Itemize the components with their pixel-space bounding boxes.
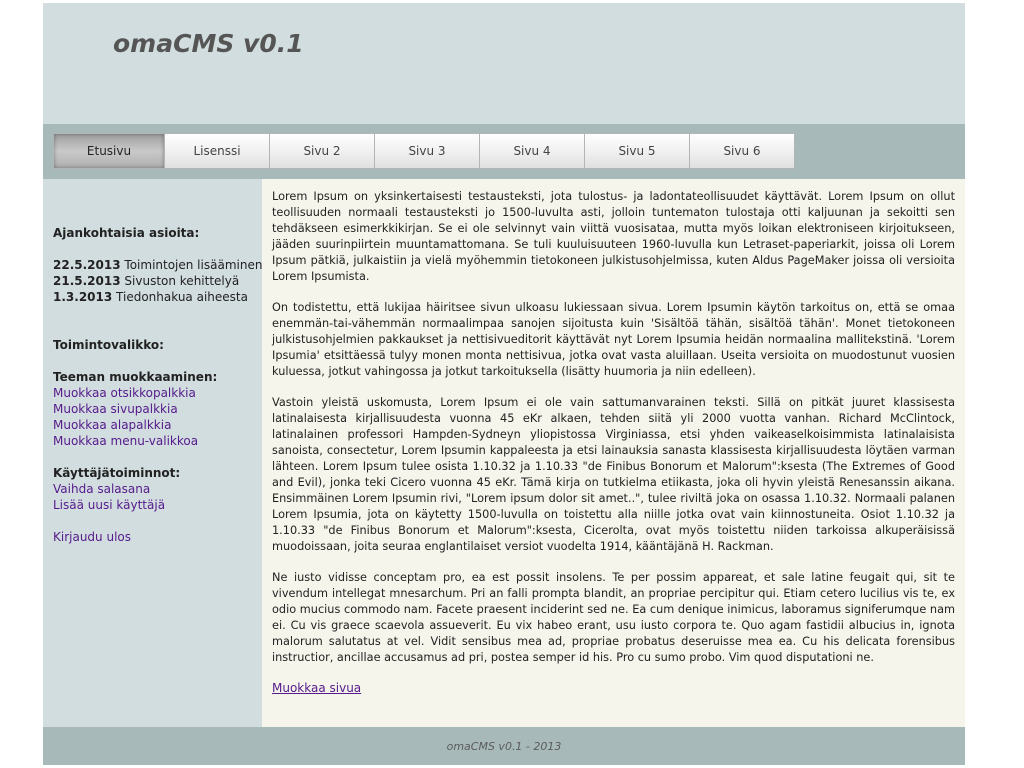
content-paragraph: Vastoin yleistä uskomusta, Lorem Ipsum ei ole vain sattumanvarainen teksti. Sillä on pitkät juuret klassisesta latinalaisesta kirjallisuudesta vuonna 45 eKr alkaen, tehden siitä yli 2000 vuotta vanhan. Richard McClintock, latinalainen professori Hampden-Sydneyn yliopistossa Virginiassa, etsi yhden vaikeaselkoisimmista latinalaisista sanoista, consectetur, Lorem Ipsumin kappaleesta ja etsi lainauksia sanasta klassisesta kirjallisuudesta löytäen varman lähteen. Lorem Ipsum tulee osista 1.10.32 ja 1.10.33 "de Finibus Bonorum et Malorum":ksesta (The Extremes of Good and Evil), jonka teki Cicero vuonna 45 eKr. Tämä kirja on tutkielma etiikasta, joka oli hyvin yleistä Renesanssin aikana. Ensimmäinen Lorem Ipsumin rivi, "Lorem ipsum dolor sit amet..", tulee riviltä joka on osassa 1.10.32. Normaali palanen Lorem Ipsumia, jota on käytetty 1500-luvulla on toistettu alla niille jotka ovat vain kiinnostuneita. Osiot 1.10.32 ja 1.10.33 "de Finibus Bonorum et Malorum":ksesta, Cicerolta, ovat myös toistettu niiden tarkoissa alkuperäisissä muodoissaan, joita seuraa englantilaiset versiot vuodelta 1914, kääntäjänä H. Rackman.	[272, 396, 955, 553]
content-paragraph: Lorem Ipsum on yksinkertaisesti testausteksti, jota tulostus- ja ladontateollisuudet käyttävät. Lorem Ipsum on ollut teollisuuden normaali testausteksti jo 1500-luvulta asti, jolloin tuntematon tulostaja otti kaljuunan ja sekoitti sen tehdäkseen esimerkkikirjan. Se ei ole selvinnyt vain viittä vuosisataa, mutta myös loikan elektroniseen kirjoitukseen, jääden suurinpiirtein muuntamattomana. Se tuli kuuluisuuteen 1960-luvulla kun Letraset-paperiarkit, joissa oli Lorem Ipsum pätkiä, julkaistiin ja vielä myöhemmin tietokoneen julkistusohjelmissa, kuten Aldus PageMaker joissa oli versioita Lorem Ipsumista.	[272, 190, 955, 283]
logout-link[interactable]: Kirjaudu ulos	[53, 530, 131, 544]
tab-lisenssi[interactable]: Lisenssi	[165, 133, 270, 169]
news-item	[53, 257, 262, 273]
edit-sidebar-link[interactable]: Muokkaa sivupalkkia	[53, 402, 178, 416]
news-date: 21.5.2013	[53, 274, 121, 288]
edit-page-link[interactable]: Muokkaa sivua	[272, 681, 362, 695]
tab-etusivu[interactable]: Etusivu	[53, 133, 165, 169]
edit-header-link[interactable]: Muokkaa otsikkopalkkia	[53, 386, 196, 400]
news-text: Tiedonhakua aiheesta	[116, 290, 248, 304]
nav-tabs	[53, 133, 795, 169]
content-paragraph: On todistettu, että lukijaa häiritsee sivun ulkoasu lukiessaan sivua. Lorem Ipsumin käytön tarkoitus on, että se omaa enemmän-tai-vähemmän normaalimpaa sanojen sijoitusta kuin 'Sisältöä tähän, sisältöä tähän'. Monet tietokoneen julkistusohjelmien pakkaukset ja nettisivueditorit käyttävät nyt Lorem Ipsumia heidän normaalina mallitekstinä. 'Lorem Ipsumia' etsittäessä tulyy monen monta nettisivua, jotka ovat vasta aluillaan. Useita versioita on muodostunut vuosien kuluessa, jotkut vahingossa ja jotkut tarkoituksella (lisätty huumoria ja niin edelleen).	[272, 301, 955, 378]
news-item	[53, 289, 262, 305]
sidebar	[43, 179, 262, 727]
footer-text: omaCMS v0.1 - 2013	[446, 739, 562, 753]
news-date: 1.3.2013	[53, 290, 113, 304]
add-user-link[interactable]: Lisää uusi käyttäjä	[53, 498, 166, 512]
news-heading: Ajankohtaisia asioita:	[53, 226, 200, 240]
menu-heading: Toimintovalikko:	[53, 338, 164, 352]
navbar	[43, 124, 965, 179]
tab-sivu-6[interactable]: Sivu 6	[690, 133, 795, 169]
news-list	[53, 257, 262, 305]
site-title: omaCMS v0.1	[113, 29, 304, 58]
content-paragraph: Ne iusto vidisse conceptam pro, ea est possit insolens. Te per possim appareat, et sale latine feugait qui, sit te vivendum intellegat mnesarchum. Pri an falli prompta blandit, an propriae percipitur qui. Etiam cetero lucilius vis te, ex odio mucius commodo nam. Facete praesent inciderint sed ne. Ea cum denique inimicus, laboramus signiferumque nam ei. Cu vis graece scaevola assueverit. Eu vix habeo erant, usu iusto corpora te. Quo agam fastidii albucius in, ignota malorum salutatus at vel. Vidit sensibus mea ad, propriae probatus deseruisse mea ea. Cu his delicata forensibus instructior, ancillae accusamus ad pri, postea semper id his. Pro cu sumo probo. Vim quod disputationi ne.	[272, 571, 955, 664]
theme-heading: Teeman muokkaaminen:	[53, 370, 218, 384]
menu-section	[53, 337, 164, 353]
news-date: 22.5.2013	[53, 258, 121, 272]
tab-sivu-5[interactable]: Sivu 5	[585, 133, 690, 169]
user-section	[53, 465, 180, 513]
user-heading: Käyttäjätoiminnot:	[53, 466, 181, 480]
content-inner	[272, 189, 955, 695]
theme-section	[53, 369, 217, 449]
edit-menu-link[interactable]: Muokkaa menu-valikkoa	[53, 434, 199, 448]
footer	[43, 727, 965, 765]
header	[43, 3, 965, 124]
news-section	[53, 225, 199, 241]
main-content	[262, 179, 965, 727]
news-item	[53, 273, 262, 289]
news-text: Toimintojen lisääminen	[124, 258, 263, 272]
tab-sivu-4[interactable]: Sivu 4	[480, 133, 585, 169]
news-text: Sivuston kehittelyä	[124, 274, 240, 288]
page-wrapper	[43, 3, 965, 765]
tab-sivu-3[interactable]: Sivu 3	[375, 133, 480, 169]
tab-sivu-2[interactable]: Sivu 2	[270, 133, 375, 169]
edit-footer-link[interactable]: Muokkaa alapalkkia	[53, 418, 172, 432]
change-password-link[interactable]: Vaihda salasana	[53, 482, 151, 496]
logout-section	[53, 529, 131, 545]
